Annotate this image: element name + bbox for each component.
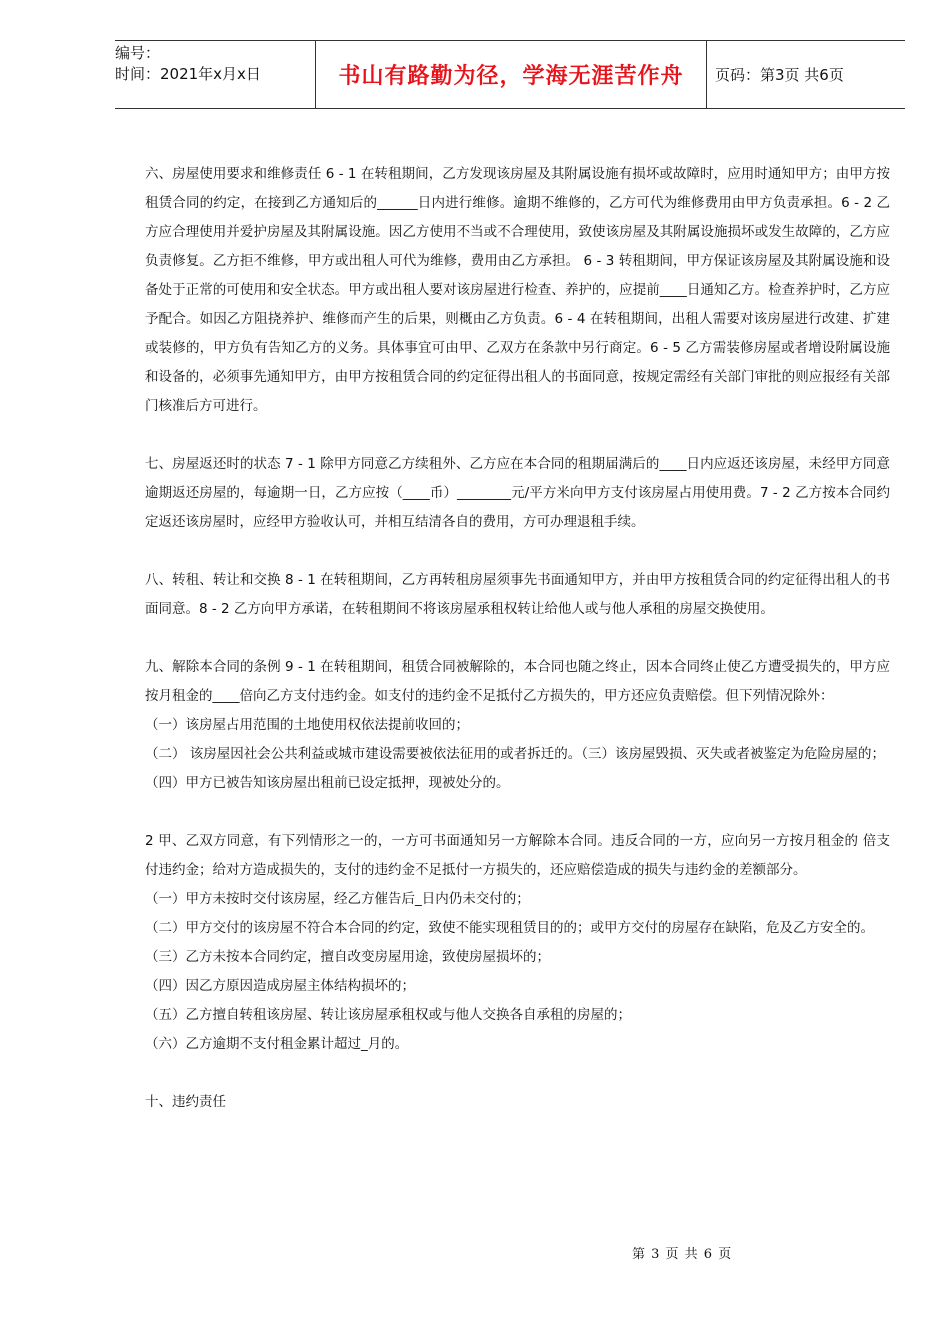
section-6-paragraph: 六、房屋使用要求和维修责任 6 - 1 在转租期间，乙方发现该房屋及其附属设施有损坏或故障时，应用时通知甲方；由甲方按租赁合同的约定，在接到乙方通知后的______日内进行维修。逾期不维修的，乙方可代为维修费用由甲方负责承担。6 - 2 乙方应合理使用并爱护房屋及其附属设施。因乙方使用不当或不合理使用，致使该房屋及其附属设施损坏或发生故障的，乙方应负责修复。乙方拒不维修，甲方或出租人可代为维修，费用由乙方承担。 6 - 3 转租期间，甲方保证该房屋及其附属设施和设备处于正常的可使用和安全状态。甲方或出租人要对该房屋进行检查、养护的，应提前____日通知乙方。检查养护时，乙方应予配合。如因乙方阻挠养护、维修而产生的后果，则概由乙方负责。6 - 4 在转租期间，出租人需要对该房屋进行改建、扩建或装修的，甲方负有告知乙方的义务。具体事宜可由甲、乙双方在条款中另行商定。6 - 5 乙方需装修房屋或者增设附属设施和设备的，必须事先通知甲方，由甲方按租赁合同的约定征得出租人的书面同意，按规定需经有关部门审批的则应报经有关部门核准后方可进行。	[145, 166, 890, 414]
section-9-2-item-6: （六）乙方逾期不支付租金累计超过_月的。	[145, 1036, 409, 1052]
header-page-code: 页码：第3页 共6页	[715, 66, 844, 84]
section-9-item-4: （四）甲方已被告知该房屋出租前已设定抵押，现被处分的。	[145, 775, 510, 791]
section-9-2-item-5: （五）乙方擅自转租该房屋、转让该房屋承租权或与他人交换各自承租的房屋的；	[145, 1007, 631, 1023]
page-footer: 第 3 页 共 6 页	[632, 1247, 733, 1262]
header-motto: 书山有路勤为径，学海无涯苦作舟	[315, 41, 707, 108]
document-time-label: 时间：2021年x月x日	[115, 65, 261, 83]
section-9-item-2: （二） 该房屋因社会公共利益或城市建设需要被依法征用的或者拆迁的。（三）该房屋毁损、灭失或者被鉴定为危险房屋的；	[145, 746, 886, 762]
section-9-2-paragraph: 2 甲、乙双方同意，有下列情形之一的，一方可书面通知另一方解除本合同。违反合同的一方，应向另一方按月租金的 倍支付违约金；给对方造成损失的，支付的违约金不足抵付一方损失的，还应赔偿造成的损失与违约金的差额部分。	[145, 833, 890, 878]
section-9-2-item-3: （三）乙方未按本合同约定，擅自改变房屋用途，致使房屋损坏的；	[145, 949, 550, 965]
section-9-2-item-1: （一）甲方未按时交付该房屋，经乙方催告后_日内仍未交付的；	[145, 891, 530, 907]
section-8-paragraph: 八、转租、转让和交换 8 - 1 在转租期间，乙方再转租房屋须事先书面通知甲方，并由甲方按租赁合同的约定征得出租人的书面同意。8 - 2 乙方向甲方承诺，在转租期间不将该房屋承租权转让给他人或与他人承租的房屋交换使用。	[145, 572, 890, 617]
page-header	[115, 40, 905, 109]
section-10-heading: 十、违约责任	[145, 1094, 226, 1110]
section-9-paragraph: 九、解除本合同的条例 9 - 1 在转租期间，租赁合同被解除的，本合同也随之终止，因本合同终止使乙方遭受损失的，甲方应按月租金的____倍向乙方支付违约金。如支付的违约金不足抵付乙方损失的，甲方还应负责赔偿。但下列情况除外：	[145, 659, 890, 704]
section-9-item-1: （一）该房屋占用范围的土地使用权依法提前收回的；	[145, 717, 469, 733]
header-meta	[115, 41, 315, 110]
section-9-2-item-4: （四）因乙方原因造成房屋主体结构损坏的；	[145, 978, 415, 994]
document-body	[145, 160, 890, 1117]
section-9-2-item-2: （二）甲方交付的该房屋不符合本合同的约定，致使不能实现租赁目的的；或甲方交付的房屋存在缺陷，危及乙方安全的。	[145, 920, 874, 936]
document-number-label: 编号：	[115, 44, 161, 62]
section-7-paragraph: 七、房屋返还时的状态 7 - 1 除甲方同意乙方续租外、乙方应在本合同的租期届满后的____日内应返还该房屋，未经甲方同意逾期返还房屋的，每逾期一日，乙方应按（____币）________元/平方米向甲方支付该房屋占用使用费。7 - 2 乙方按本合同约定返还该房屋时，应经甲方验收认可，并相互结清各自的费用，方可办理退租手续。	[145, 456, 890, 530]
